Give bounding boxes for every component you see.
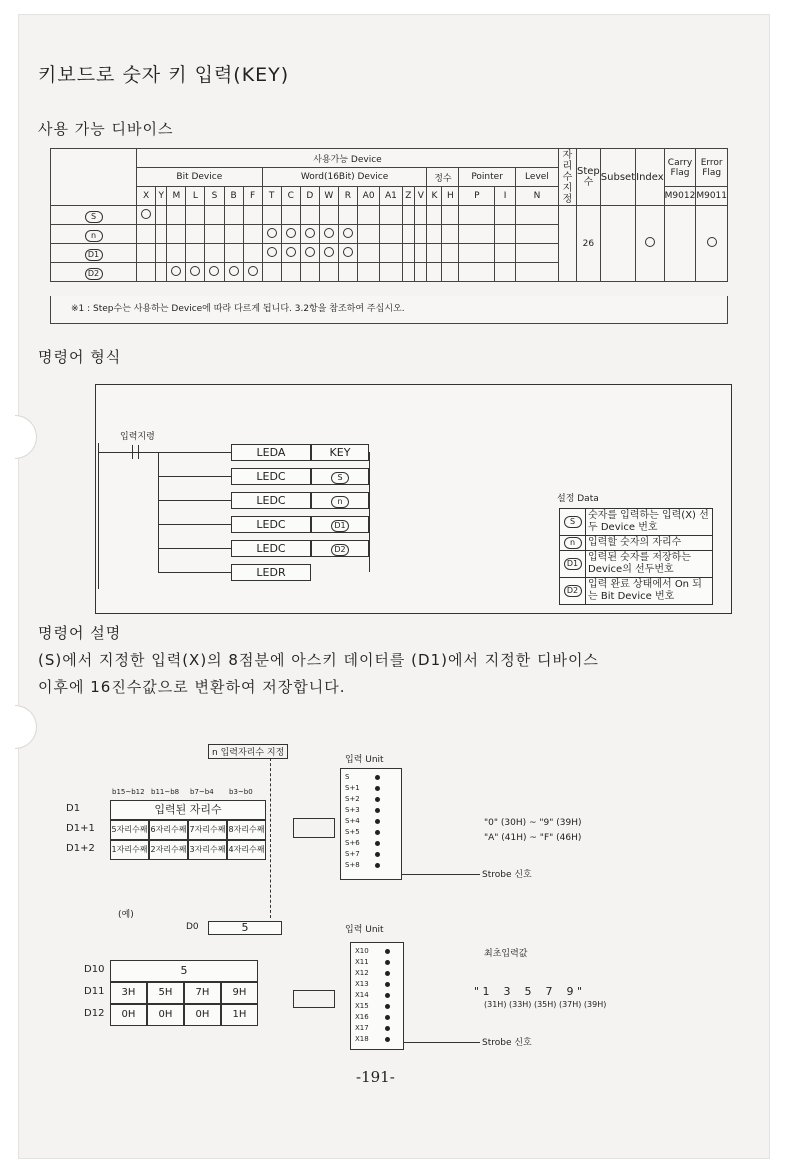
digits-mark: n — [212, 748, 218, 758]
column-n: N — [515, 187, 558, 206]
usable-devices-heading: 사용 가능 디바이스 — [38, 120, 174, 138]
register-cell: 4자리수째 — [227, 840, 266, 860]
column-i: I — [495, 187, 515, 206]
register-label: D1+1 — [66, 823, 95, 834]
register-cell: 1자리수째 — [110, 840, 149, 860]
arrow-2 — [293, 990, 335, 1008]
input-terminal: X15 — [355, 1002, 369, 1010]
ladder-arg-text: S — [331, 472, 349, 484]
column-p: P — [459, 187, 495, 206]
header-bit-device: Bit Device — [137, 168, 263, 187]
input-terminal: X14 — [355, 991, 369, 999]
ladder-op: LEDC — [231, 492, 311, 509]
register-cell: 3H — [110, 982, 147, 1004]
register-cell: 3자리수째 — [188, 840, 227, 860]
header-level: Level — [515, 168, 558, 187]
ladder-op: LEDC — [231, 516, 311, 533]
description-line-1: (S)에서 지정한 입력(X)의 8점분에 아스키 데이터를 (D1)에서 지정한 디바이스 — [38, 651, 599, 669]
column-a0: A0 — [357, 187, 379, 206]
column-d: D — [300, 187, 319, 206]
register-cell: 9H — [221, 982, 258, 1004]
input-terminal: S+7 — [345, 850, 360, 858]
column-m: M — [167, 187, 186, 206]
terminal-dot — [375, 808, 380, 813]
ascii-chars: " 1 3 5 7 9 " — [474, 985, 583, 998]
input-terminal: S+8 — [345, 861, 360, 869]
register-label: D1 — [66, 803, 81, 814]
terminal-dot — [385, 960, 390, 965]
column-t: T — [262, 187, 281, 206]
input-unit-label-2: 입력 Unit — [345, 925, 384, 935]
column-s: S — [205, 187, 224, 206]
register-cell: 입력된 자리수 — [110, 800, 266, 820]
set-data-key: S — [564, 516, 582, 528]
strobe-label-2: Strobe 신호 — [482, 1038, 532, 1048]
input-terminal: S — [345, 773, 350, 781]
terminal-dot — [375, 819, 380, 824]
header-usable-device: 사용가능 Device — [137, 149, 559, 168]
register-cell: 0H — [110, 1004, 147, 1026]
d0-label: D0 — [186, 922, 199, 932]
register-label: D1+2 — [66, 843, 95, 854]
input-terminal: X17 — [355, 1024, 369, 1032]
step-count: 26 — [577, 206, 601, 282]
ascii-code-2: "A" (41H) ~ "F" (46H) — [484, 833, 582, 843]
register-label: D11 — [84, 986, 105, 997]
column-v: V — [415, 187, 427, 206]
input-terminal: X12 — [355, 969, 369, 977]
set-data-key: D1 — [564, 558, 582, 570]
input-terminal: X18 — [355, 1035, 369, 1043]
terminal-dot — [385, 971, 390, 976]
carry-code: M9012 — [664, 187, 696, 206]
terminal-dot — [375, 830, 380, 835]
ladder-arg-text: D2 — [331, 544, 349, 556]
register-cell: 5 — [110, 960, 258, 982]
ladder-op: LEDR — [231, 564, 311, 581]
ladder-op: LEDC — [231, 468, 311, 485]
description-heading: 명령어 설명 — [38, 624, 122, 642]
header-constant: 정수 — [427, 168, 459, 187]
input-condition-label: 입력지령 — [120, 432, 155, 442]
register-cell: 7자리수째 — [188, 820, 227, 840]
terminal-dot — [385, 1037, 390, 1042]
register-cell: 0H — [184, 1004, 221, 1026]
header-index: Index — [636, 149, 665, 206]
set-data-text: 숫자를 입력하는 입력(X) 선두 Device 번호 — [586, 509, 713, 536]
terminal-dot — [375, 775, 380, 780]
input-terminal: X11 — [355, 958, 369, 966]
ascii-code-1: "0" (30H) ~ "9" (39H) — [484, 818, 582, 828]
header-error-flag: Error Flag — [696, 149, 728, 187]
column-w: W — [319, 187, 338, 206]
column-c: C — [281, 187, 300, 206]
bit-range-label: b7~b4 — [190, 788, 214, 796]
column-r: R — [338, 187, 357, 206]
column-z: Z — [402, 187, 414, 206]
set-data-key: D2 — [564, 585, 582, 597]
column-a1: A1 — [380, 187, 402, 206]
first-input-label: 최초입력값 — [484, 949, 528, 959]
operand-symbol: S — [85, 211, 103, 223]
ladder-op: LEDC — [231, 540, 311, 557]
column-y: Y — [156, 187, 167, 206]
d0-value: 5 — [208, 921, 282, 935]
column-f: F — [243, 187, 262, 206]
input-unit-label-1: 입력 Unit — [345, 755, 384, 765]
register-cell: 8자리수째 — [227, 820, 266, 840]
terminal-dot — [375, 797, 380, 802]
terminal-dot — [375, 852, 380, 857]
header-pointer: Pointer — [459, 168, 516, 187]
instruction-format-heading: 명령어 형식 — [38, 348, 122, 366]
register-cell: 5H — [147, 982, 184, 1004]
set-data-text: 입력된 숫자를 저장하는 Device의 선두번호 — [586, 551, 713, 578]
input-terminal: S+4 — [345, 817, 360, 825]
header-subset: Subset — [600, 149, 635, 206]
ladder-arg-text: n — [331, 496, 349, 508]
terminal-dot — [375, 863, 380, 868]
input-terminal: S+1 — [345, 784, 360, 792]
column-h: H — [442, 187, 459, 206]
column-x: X — [137, 187, 156, 206]
set-data-key: n — [564, 537, 582, 549]
terminal-dot — [385, 949, 390, 954]
table-note: ※1 : Step수는 사용하는 Device에 따라 다르게 됩니다. 3.2항을 참조하여 주십시오. — [50, 296, 728, 324]
input-terminal: S+2 — [345, 795, 360, 803]
digits-label: n 입력자리수 지정 — [208, 744, 288, 759]
set-data-text: 입력할 숫자의 자리수 — [586, 536, 713, 551]
input-terminal: X13 — [355, 980, 369, 988]
register-cell: 6자리수째 — [149, 820, 188, 840]
register-cell: 7H — [184, 982, 221, 1004]
register-label: D10 — [84, 964, 105, 975]
bit-range-label: b15~b12 — [112, 788, 145, 796]
terminal-dot — [375, 841, 380, 846]
header-word-device: Word(16Bit) Device — [262, 168, 427, 187]
error-code: M9011 — [696, 187, 728, 206]
operand-symbol: n — [85, 230, 103, 242]
terminal-dot — [385, 982, 390, 987]
input-unit-1 — [340, 768, 402, 880]
register-cell: 1H — [221, 1004, 258, 1026]
ladder-op: LEDA — [231, 444, 311, 461]
ladder-arg-text: KEY — [329, 446, 351, 459]
page-number: -191- — [356, 1068, 395, 1086]
terminal-dot — [375, 786, 380, 791]
input-terminal: X10 — [355, 947, 369, 955]
page-title: 키보드로 숫자 키 입력(KEY) — [38, 64, 290, 86]
terminal-dot — [385, 1015, 390, 1020]
bit-range-label: b11~b8 — [151, 788, 180, 796]
input-terminal: S+5 — [345, 828, 360, 836]
terminal-dot — [385, 993, 390, 998]
operand-symbol: D1 — [85, 249, 103, 261]
register-cell: 2자리수째 — [149, 840, 188, 860]
set-data-text: 입력 완료 상태에서 On 되는 Bit Device 번호 — [586, 578, 713, 605]
ladder-arg-text: D1 — [331, 520, 349, 532]
terminal-dot — [385, 1026, 390, 1031]
input-terminal: X16 — [355, 1013, 369, 1021]
input-terminal: S+3 — [345, 806, 360, 814]
register-label: D12 — [84, 1008, 105, 1019]
input-terminal: S+6 — [345, 839, 360, 847]
column-b: B — [224, 187, 243, 206]
column-l: L — [186, 187, 205, 206]
bit-range-label: b3~b0 — [229, 788, 253, 796]
terminal-dot — [385, 1004, 390, 1009]
strobe-label-1: Strobe 신호 — [482, 870, 532, 880]
description-line-2: 이후에 16진수값으로 변환하여 저장합니다. — [38, 678, 346, 696]
operand-symbol: D2 — [85, 268, 103, 280]
ascii-codes: (31H) (33H) (35H) (37H) (39H) — [484, 1000, 607, 1009]
set-data-title: 설정 Data — [557, 494, 599, 504]
header-digit-spec: 자리수지정 — [559, 149, 577, 206]
arrow-1 — [293, 818, 335, 838]
example-label: (예) — [118, 910, 134, 920]
register-cell: 0H — [147, 1004, 184, 1026]
column-k: K — [427, 187, 442, 206]
input-unit-2 — [350, 942, 404, 1050]
register-cell: 5자리수째 — [110, 820, 149, 840]
header-carry-flag: Carry Flag — [664, 149, 696, 187]
header-step: Step수 — [577, 149, 601, 206]
